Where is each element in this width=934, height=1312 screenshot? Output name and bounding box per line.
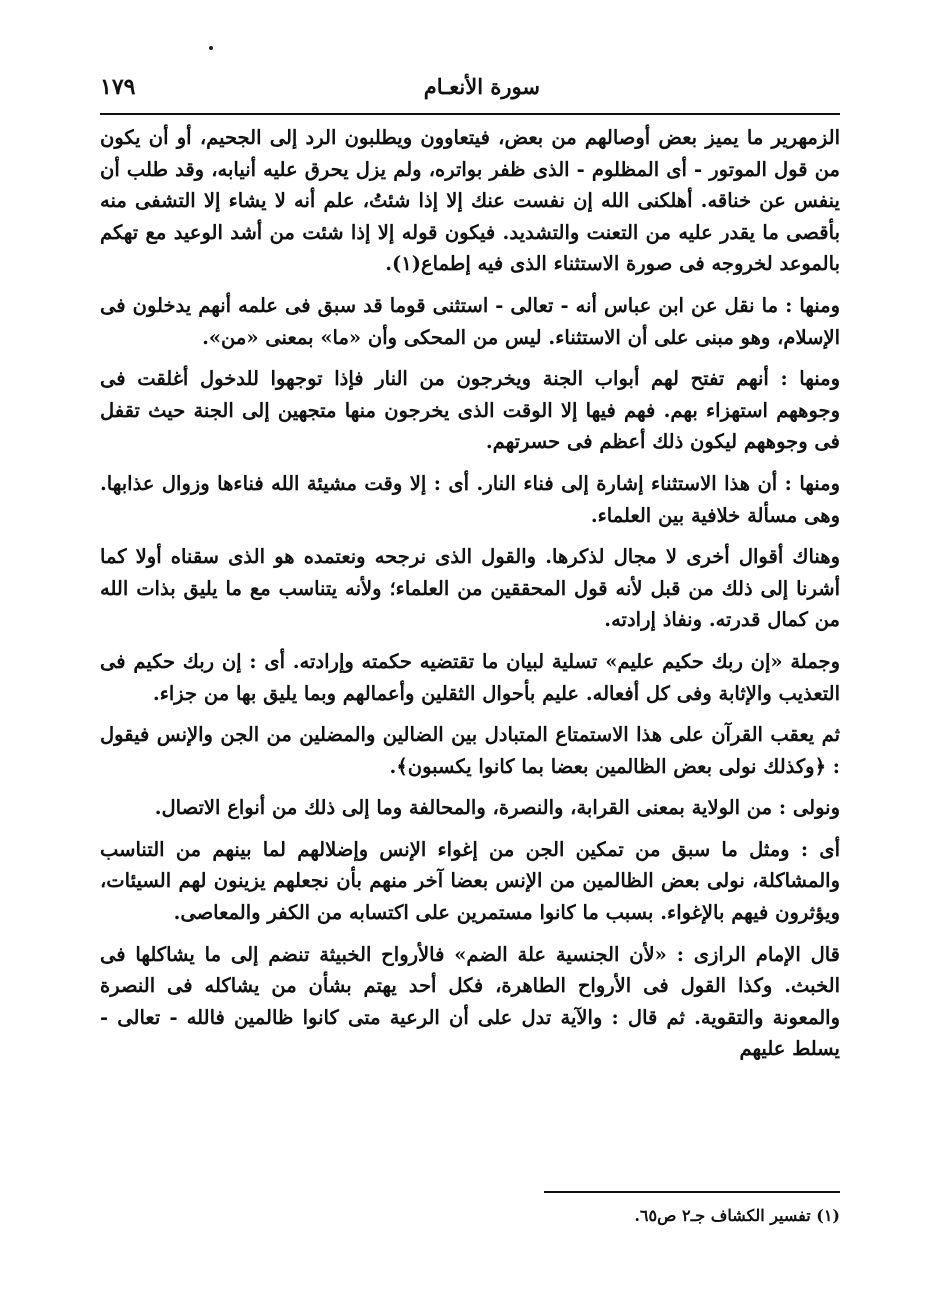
page-number: ١٧٩ — [100, 74, 136, 100]
paragraph: الزمهرير ما يميز بعض أوصالهم من بعض، فيتعاوون ويطلبون الرد إلى الجحيم، أو أن يكون من قول الموتور - أى المظلوم - الذى ظفر بواتره، ولم يزل يحرق عليه أنيابه، وقد طلب أن ينفس عن خناقه. أهلكنى الله إن نفست عنك إلا إذا شئتُ، علم أنه لا يشاء إلا التشفى منه بأقصى ما يقدر عليه من التعنت والتشديد. فيكون قوله إلا إذا شئت من أشد الوعيد مع تهكم بالموعد لخروجه فى صورة الاستثناء الذى فيه إطماع(١). — [100, 126, 840, 276]
paragraph: قال الإمام الرازى : «لأن الجنسية علة الضم» فالأرواح الخبيثة تنضم إلى ما يشاكلها فى الخبث. وكذا القول فى الأرواح الطاهرة، فكل أحد يهتم بشأن من يشاكله فى النصرة والمعونة والتقوية. ثم قال : والآية تدل على أن الرعية متى كانوا ظالمين فالله - تعالى - يسلط عليهم — [100, 942, 840, 1061]
paragraph: ومنها : أن هذا الاستثناء إشارة إلى فناء النار. أى : إلا وقت مشيئة الله فناءها وزوال عذابها. وهى مسألة خلافية بين العلماء. — [100, 471, 840, 527]
footnote: (١) تفسير الكشاف جـ٢ ص٦٥. — [634, 1206, 840, 1225]
paragraph: أى : ومثل ما سبق من تمكين الجن من إغواء الإنس وإضلالهم لما بينهم من التناسب والمشاكلة، نولى بعض الظالمين من الإنس بعضا آخر منهم بأن نجعلهم يزينون لهم السيئات، ويؤثرون فيهم بالإغواء. بسبب ما كانوا مستمرين على اكتسابه من الكفر والمعاصى. — [100, 837, 840, 925]
running-title: سورة الأنعـام — [423, 74, 540, 99]
footnote-rule — [544, 1191, 840, 1193]
header-rule — [100, 113, 840, 115]
main-text — [100, 122, 840, 1075]
paragraph: ثم يعقب القرآن على هذا الاستمتاع المتبادل بين الضالين والمضلين من الجن والإنس فيقول : ﴿وكذلك نولى بعض الظالمين بعضا بما كانوا يكسبون﴾. — [100, 723, 840, 778]
page-header — [100, 68, 840, 108]
paragraph: وجملة «إن ربك حكيم عليم» تسلية لبيان ما تقتضيه حكمته وإرادته. أى : إن ربك حكيم فى التعذيب والإثابة وفى كل أفعاله. عليم بأحوال الثقلين وأعمالهم وبما يليق بها من جزاء. — [100, 649, 840, 705]
ink-speck — [209, 46, 213, 50]
paragraph: وهناك أقوال أخرى لا مجال لذكرها. والقول الذى نرجحه ونعتمده هو الذى سقناه أولا كما أشرنا إلى ذلك من قبل لأنه قول المحققين من العلماء؛ ولأنه يتناسب مع ما يليق بذات الله من كمال قدرته. ونفاذ إرادته. — [100, 545, 840, 632]
paragraph: ونولى : من الولاية بمعنى القرابة، والنصرة، والمحالفة وما إلى ذلك من أنواع الاتصال. — [154, 796, 840, 820]
paragraph: ومنها : ما نقل عن ابن عباس أنه - تعالى - استثنى قوما قد سبق فى علمه أنهم يدخلون فى الإسلام، وهو مبنى على أن الاستثناء. ليس من المحكى وأن «ما» بمعنى «من». — [100, 293, 840, 349]
paragraph: ومنها : أنهم تفتح لهم أبواب الجنة ويخرجون من النار فإذا توجهوا للدخول أغلقت فى وجوههم استهزاء بهم. فهم فيها إلا الوقت الذى يخرجون منها متجهين إلى الجنة حيث تقفل فى وجوههم ليكون ذلك أعظم فى حسرتهم. — [100, 367, 840, 454]
